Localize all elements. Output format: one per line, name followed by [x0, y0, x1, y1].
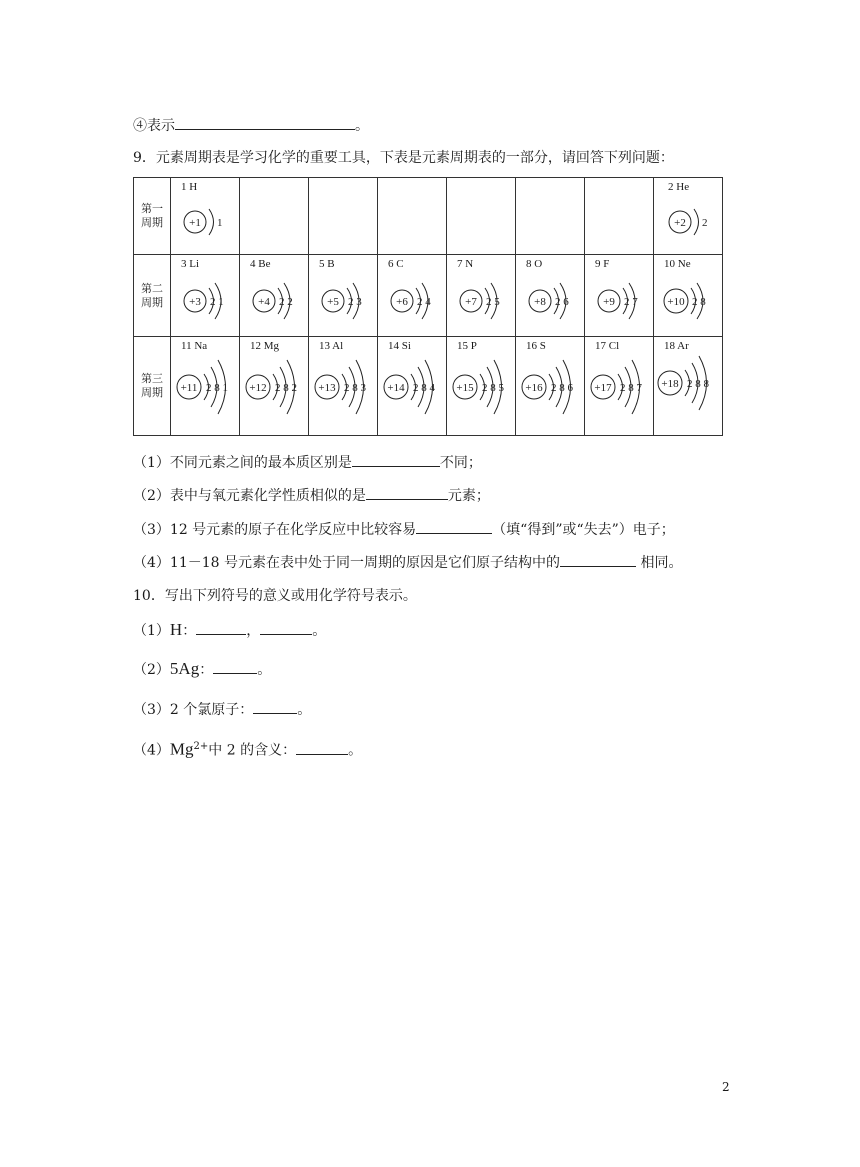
answer-blank[interactable] — [213, 660, 257, 674]
electron-shells: 2 8 — [692, 296, 706, 308]
electron-shells: 2 8 7 — [620, 382, 642, 394]
element-label: 3 Li — [181, 258, 200, 270]
nucleus-charge: +12 — [249, 382, 267, 394]
q10-sub3-text: （3）2 个氯原子： — [133, 702, 254, 718]
q10-sub3 — [133, 700, 311, 719]
element-label: 5 B — [319, 258, 335, 270]
electron-shells: 2 5 — [486, 296, 500, 308]
period-mark: 。 — [348, 742, 363, 759]
ion-charge: 2+ — [193, 741, 209, 752]
chemical-symbol: Mg — [169, 739, 194, 759]
element-label: 18 Ar — [664, 340, 689, 352]
q9-sub1-suffix: 不同； — [439, 455, 482, 471]
element-cell — [585, 255, 654, 337]
electron-shells: 2 1 — [210, 296, 224, 308]
electron-shells: 2 8 5 — [482, 382, 504, 394]
q9-sub3 — [133, 520, 675, 539]
q9-sub1-text: （1）不同元素之间的最本质区别是 — [133, 455, 352, 471]
element-label: 9 F — [595, 258, 610, 270]
element-cell — [447, 337, 516, 436]
question-10-title: 10．写出下列符号的意义或用化学符号表示。 — [133, 588, 417, 604]
electron-shells: 2 8 1 — [206, 382, 228, 394]
element-label: 1 H — [181, 181, 198, 193]
comma: ， — [246, 623, 261, 639]
atom-structure-diagram — [658, 353, 724, 433]
atom-structure-diagram — [451, 353, 517, 433]
period-label: 第二 周期 — [134, 255, 171, 337]
nucleus-charge: +9 — [603, 296, 615, 308]
q9-sub2-suffix: 元素； — [447, 488, 490, 504]
empty-cell — [309, 178, 378, 255]
element-cell — [654, 178, 723, 255]
table-row-period-3 — [134, 337, 723, 436]
atom-structure-diagram — [244, 271, 310, 333]
answer-blank[interactable] — [260, 621, 312, 635]
nucleus-charge: +5 — [327, 296, 339, 308]
element-cell — [309, 255, 378, 337]
atom-structure-diagram — [382, 353, 448, 433]
electron-shells: 2 7 — [624, 296, 638, 308]
element-cell — [171, 255, 240, 337]
nucleus-charge: +16 — [525, 382, 543, 394]
element-label: 17 Cl — [595, 340, 620, 352]
empty-cell — [516, 178, 585, 255]
element-cell — [378, 337, 447, 436]
q9-sub3-text: （3）12 号元素的原子在化学反应中比较容易 — [133, 522, 417, 538]
element-cell — [378, 255, 447, 337]
q8-answer-line — [133, 116, 369, 135]
period-mark: 。 — [257, 662, 272, 678]
q9-sub4-suffix: 相同。 — [636, 555, 683, 571]
electron-shells: 2 — [702, 217, 708, 229]
element-cell — [171, 337, 240, 436]
periodic-table — [133, 177, 723, 436]
electron-shells: 2 8 6 — [551, 382, 573, 394]
answer-blank[interactable] — [175, 116, 355, 130]
nucleus-charge: +17 — [594, 382, 612, 394]
nucleus-charge: +1 — [189, 217, 201, 229]
empty-cell — [585, 178, 654, 255]
element-cell — [171, 178, 240, 255]
element-label: 11 Na — [181, 340, 208, 352]
table-row-period-1 — [134, 178, 723, 255]
element-label: 16 S — [526, 340, 546, 352]
element-cell — [585, 337, 654, 436]
answer-blank[interactable] — [253, 700, 297, 714]
element-cell — [240, 255, 309, 337]
nucleus-charge: +2 — [674, 217, 686, 229]
nucleus-charge: +6 — [396, 296, 408, 308]
empty-cell — [447, 178, 516, 255]
empty-cell — [240, 178, 309, 255]
answer-blank[interactable] — [560, 553, 636, 567]
atom-structure-diagram — [175, 353, 241, 433]
element-label: 12 Mg — [250, 340, 280, 352]
electron-shells: 2 8 2 — [275, 382, 297, 394]
q10-sub1-number: （1） — [133, 623, 170, 639]
nucleus-charge: +18 — [661, 378, 679, 390]
element-label: 6 C — [388, 258, 404, 270]
element-label: 10 Ne — [664, 258, 691, 270]
element-cell — [447, 255, 516, 337]
q10-sub4 — [133, 738, 362, 760]
element-label: 15 P — [457, 340, 477, 352]
atom-structure-diagram — [313, 353, 379, 433]
q9-sub3-suffix: （填“得到”或“失去”）电子； — [492, 522, 675, 538]
atom-structure-diagram — [382, 271, 448, 333]
q9-sub4-text: （4）11－18 号元素在表中处于同一周期的原因是它们原子结构中的 — [133, 555, 560, 571]
element-label: 8 O — [526, 258, 543, 270]
electron-shells: 2 8 3 — [344, 382, 366, 394]
page-number: 2 — [722, 1080, 730, 1094]
atom-structure-diagram — [589, 353, 655, 433]
element-cell — [309, 337, 378, 436]
answer-blank[interactable] — [416, 520, 492, 534]
answer-blank[interactable] — [366, 486, 448, 500]
atom-structure-diagram — [451, 271, 517, 333]
element-cell — [654, 255, 723, 337]
nucleus-charge: +7 — [465, 296, 477, 308]
atom-structure-diagram — [658, 271, 724, 333]
answer-blank[interactable] — [196, 621, 246, 635]
nucleus-charge: +3 — [189, 296, 201, 308]
q9-sub4 — [133, 553, 682, 572]
element-label: 2 He — [668, 181, 690, 193]
nucleus-charge: +4 — [258, 296, 270, 308]
q10-sub2-number: （2） — [133, 662, 170, 678]
chemical-symbol: H — [169, 620, 183, 639]
element-label: 14 Si — [388, 340, 411, 352]
colon: ： — [199, 662, 214, 678]
atom-structure-diagram — [313, 271, 379, 333]
period-mark: 。 — [297, 702, 312, 718]
nucleus-charge: +11 — [180, 382, 198, 394]
q9-sub1 — [133, 453, 482, 472]
atom-structure-diagram — [658, 194, 722, 254]
q8-suffix: 。 — [355, 118, 369, 134]
q10-sub4-text: 中 2 的含义： — [208, 742, 297, 759]
atom-structure-diagram — [520, 271, 586, 333]
q9-sub2 — [133, 486, 490, 505]
electron-shells: 2 8 8 — [687, 378, 709, 390]
electron-shells: 2 6 — [555, 296, 569, 308]
element-cell — [516, 255, 585, 337]
q10-sub4-number: （4） — [133, 742, 170, 759]
question-9-title: 9．元素周期表是学习化学的重要工具，下表是元素周期表的一部分，请回答下列问题： — [133, 150, 674, 166]
electron-shells: 2 3 — [348, 296, 362, 308]
element-label: 7 N — [457, 258, 474, 270]
period-label: 第三 周期 — [134, 337, 171, 436]
element-label: 13 Al — [319, 340, 344, 352]
electron-shells: 2 2 — [279, 296, 293, 308]
nucleus-charge: +15 — [456, 382, 474, 394]
empty-cell — [378, 178, 447, 255]
atom-structure-diagram — [244, 353, 310, 433]
element-label: 4 Be — [250, 258, 271, 270]
element-cell — [654, 337, 723, 436]
atom-structure-diagram — [175, 271, 241, 333]
atom-structure-diagram — [520, 353, 586, 433]
electron-shells: 1 — [217, 217, 223, 229]
table-row-period-2 — [134, 255, 723, 337]
answer-blank[interactable] — [296, 741, 348, 755]
q10-sub2 — [133, 660, 271, 679]
answer-blank[interactable] — [352, 453, 440, 467]
nucleus-charge: +13 — [318, 382, 336, 394]
q8-prefix: ④表示 — [133, 118, 175, 134]
electron-shells: 2 4 — [417, 296, 431, 308]
atom-structure-diagram — [589, 271, 655, 333]
element-cell — [240, 337, 309, 436]
chemical-symbol: 5Ag — [169, 659, 200, 678]
nucleus-charge: +10 — [667, 296, 685, 308]
nucleus-charge: +14 — [387, 382, 405, 394]
period-mark: 。 — [312, 623, 327, 639]
period-label: 第一 周期 — [134, 178, 171, 255]
element-cell — [516, 337, 585, 436]
q10-sub1 — [133, 621, 326, 640]
nucleus-charge: +8 — [534, 296, 546, 308]
q9-sub2-text: （2）表中与氧元素化学性质相似的是 — [133, 488, 366, 504]
electron-shells: 2 8 4 — [413, 382, 435, 394]
colon: ： — [182, 623, 197, 639]
atom-structure-diagram — [175, 194, 239, 254]
